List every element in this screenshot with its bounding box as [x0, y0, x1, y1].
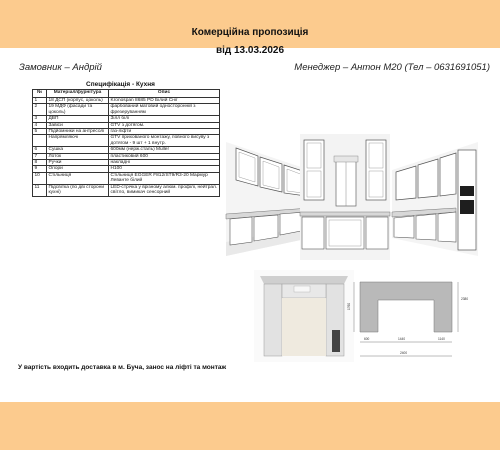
- row-num: 5: [33, 129, 47, 135]
- footer-note: У вартість входить доставка в м. Буча, занос на ліфті та монтаж: [18, 364, 227, 371]
- kitchen-plan-dimensions: [347, 276, 469, 362]
- row-desc: фарбований матовий односторонній з фрезеруванням: [109, 104, 220, 116]
- row-material: 19 МДФ (фасади та цоколь): [47, 104, 109, 116]
- dim-left-height: 1760: [347, 302, 351, 310]
- header-num: №: [33, 90, 47, 98]
- row-desc: накладні: [109, 160, 220, 166]
- row-num: 9: [33, 166, 47, 172]
- manager-line: Менеджер – Антон М20 (Тел – 0631691051): [294, 62, 490, 73]
- row-material: ДВП: [47, 116, 109, 122]
- spec-table: [32, 89, 220, 197]
- row-num: 4: [33, 122, 47, 128]
- page-date: від 13.03.2026: [215, 45, 285, 56]
- spec-header-row: [33, 90, 220, 98]
- page-title: Комерційна пропозиція: [191, 27, 309, 38]
- row-num: 3: [33, 116, 47, 122]
- kitchen-render-left-wall: [226, 142, 310, 256]
- dim-bottom-1: 600: [364, 337, 370, 341]
- row-num: 2: [33, 104, 47, 116]
- row-desc: LED-стрічка у врізному алюм. профілі, нейтрал. світло, вимикач сенсорний: [109, 184, 220, 196]
- dim-bottom-2: 1440: [398, 337, 406, 341]
- row-material: Опори: [47, 166, 109, 172]
- row-num: [33, 135, 47, 147]
- row-desc: GTV з дотягом.: [109, 122, 220, 128]
- row-material: Напрямляючі: [47, 135, 109, 147]
- table-row: [33, 172, 220, 184]
- row-desc: GTV прихованого монтажу, повного висуву з дотягом - 9 шт + 1 внутр.: [109, 135, 220, 147]
- bottom-band: [0, 402, 500, 450]
- top-band: [0, 0, 500, 48]
- spec-title: Специфікація - Кухня: [86, 81, 155, 88]
- row-num: 11: [33, 184, 47, 196]
- row-num: 10: [33, 172, 47, 184]
- kitchen-plan-3d: [254, 270, 354, 362]
- row-material: Стільниця: [47, 172, 109, 184]
- row-material: Лоток: [47, 153, 109, 159]
- row-desc: H100: [109, 166, 220, 172]
- dim-right-height: 2380: [461, 297, 469, 301]
- row-num: 7: [33, 153, 47, 159]
- kitchen-render-right-wall: [392, 142, 478, 256]
- row-desc: Стільниця EGGER F812/ST9/R3-20 Мармур Леванте білий: [109, 172, 220, 184]
- table-row: [33, 135, 220, 147]
- row-desc: Kronospan 8685 PD Білий Сніг: [109, 98, 220, 104]
- row-num: 6: [33, 147, 47, 153]
- dim-bottom-3: 1140: [438, 337, 445, 341]
- table-row: [33, 184, 220, 196]
- row-material: Ручки: [47, 160, 109, 166]
- row-desc: газ-ліфти: [109, 129, 220, 135]
- row-material: Підсвітка (по дві сторони кухні): [47, 184, 109, 196]
- row-material: Завіси: [47, 122, 109, 128]
- row-desc: пластиковий 600: [109, 153, 220, 159]
- row-material: Підйомники на антресолі: [47, 129, 109, 135]
- header-desc: Опис: [109, 90, 220, 98]
- row-num: 1: [33, 98, 47, 104]
- row-num: 8: [33, 160, 47, 166]
- table-row: [33, 104, 220, 116]
- row-desc: Зілл білі: [109, 116, 220, 122]
- kitchen-render-window-wall: [300, 134, 390, 260]
- customer-line: Замовник – Андрій: [19, 62, 102, 73]
- row-material: 18 ДСП (корпус, цоколь): [47, 98, 109, 104]
- header-material: Матеріал/фурнітура: [47, 90, 109, 98]
- row-material: Сушка: [47, 147, 109, 153]
- row-desc: 600мм (нерж.сталь) Muller: [109, 147, 220, 153]
- dim-total-width: 2400: [400, 351, 408, 355]
